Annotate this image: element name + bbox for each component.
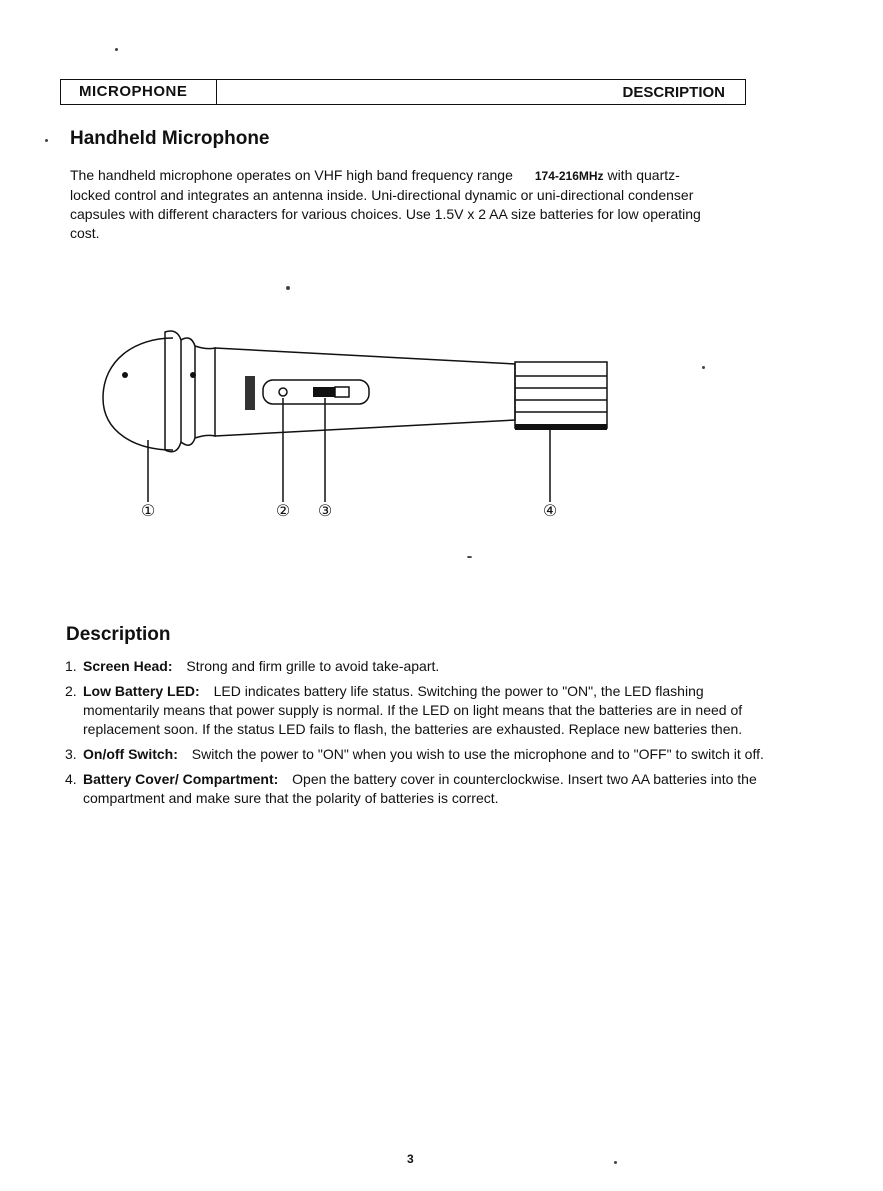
item-text: Switch the power to "ON" when you wish to use the microphone and to "OFF" to switch it off.: [191, 746, 764, 762]
list-item: [65, 682, 765, 739]
microphone-diagram: [95, 320, 625, 520]
screen-head: [103, 338, 173, 450]
item-term: Battery Cover/ Compartment:: [83, 771, 279, 787]
list-item: [65, 657, 765, 676]
item-text: Strong and firm grille to avoid take-apart.: [186, 658, 440, 674]
battery-cover: [515, 362, 607, 428]
list-item: [65, 770, 765, 808]
header-section-label: MICROPHONE: [61, 80, 217, 104]
item-term: Screen Head:: [83, 658, 173, 674]
page-number: 3: [407, 1152, 414, 1166]
callout-2: ②: [275, 501, 291, 520]
item-term: On/off Switch:: [83, 746, 178, 762]
item-text: Open the battery cover in counterclockwise. Insert two AA batteries into the compartment and make sure that the polarity of batteries is correct.: [83, 771, 757, 806]
description-list: [65, 657, 765, 814]
item-number: 4.: [65, 771, 77, 787]
head-collar: [165, 331, 181, 452]
description-title: Description: [66, 624, 171, 645]
section-title: Handheld Microphone: [70, 128, 270, 149]
item-term: Low Battery LED:: [83, 683, 200, 699]
item-text: LED indicates battery life status. Switching the power to "ON", the LED flashing momentarily means that power supply is normal. If the LED on light means that the batteries are in need of replacement soon. If the status LED fails to flash, the batteries are exhausted. Replace new batteries then.: [83, 683, 743, 737]
scan-speck: [45, 139, 48, 142]
power-switch: [313, 387, 335, 397]
scan-speck: [286, 286, 290, 290]
led-indicator: [279, 388, 287, 396]
header-category-label: DESCRIPTION: [622, 84, 725, 101]
intro-paragraph: [70, 166, 710, 243]
intro-text: The handheld microphone operates on VHF high band frequency range: [70, 167, 513, 183]
handle-body: [215, 348, 515, 436]
scan-speck: [467, 556, 472, 558]
scan-speck: [702, 366, 705, 369]
callout-1: ①: [140, 501, 156, 520]
list-item: [65, 745, 765, 764]
callout-3: ③: [317, 501, 333, 520]
item-number: 3.: [65, 746, 77, 762]
item-number: 1.: [65, 658, 77, 674]
scan-speck: [614, 1161, 617, 1164]
callout-4: ④: [542, 501, 558, 520]
item-number: 2.: [65, 683, 77, 699]
scan-speck: [115, 48, 118, 51]
intro-text-continued: with quartz-locked control and integrates an antenna inside. Uni-directional dynamic or uni-directional condenser capsules with different characters for various choices. Use 1.5V x 2 AA size batteries for low operating cost.: [70, 167, 701, 241]
section-header: [60, 79, 746, 105]
frequency-range: 174-216MHz: [534, 169, 604, 183]
